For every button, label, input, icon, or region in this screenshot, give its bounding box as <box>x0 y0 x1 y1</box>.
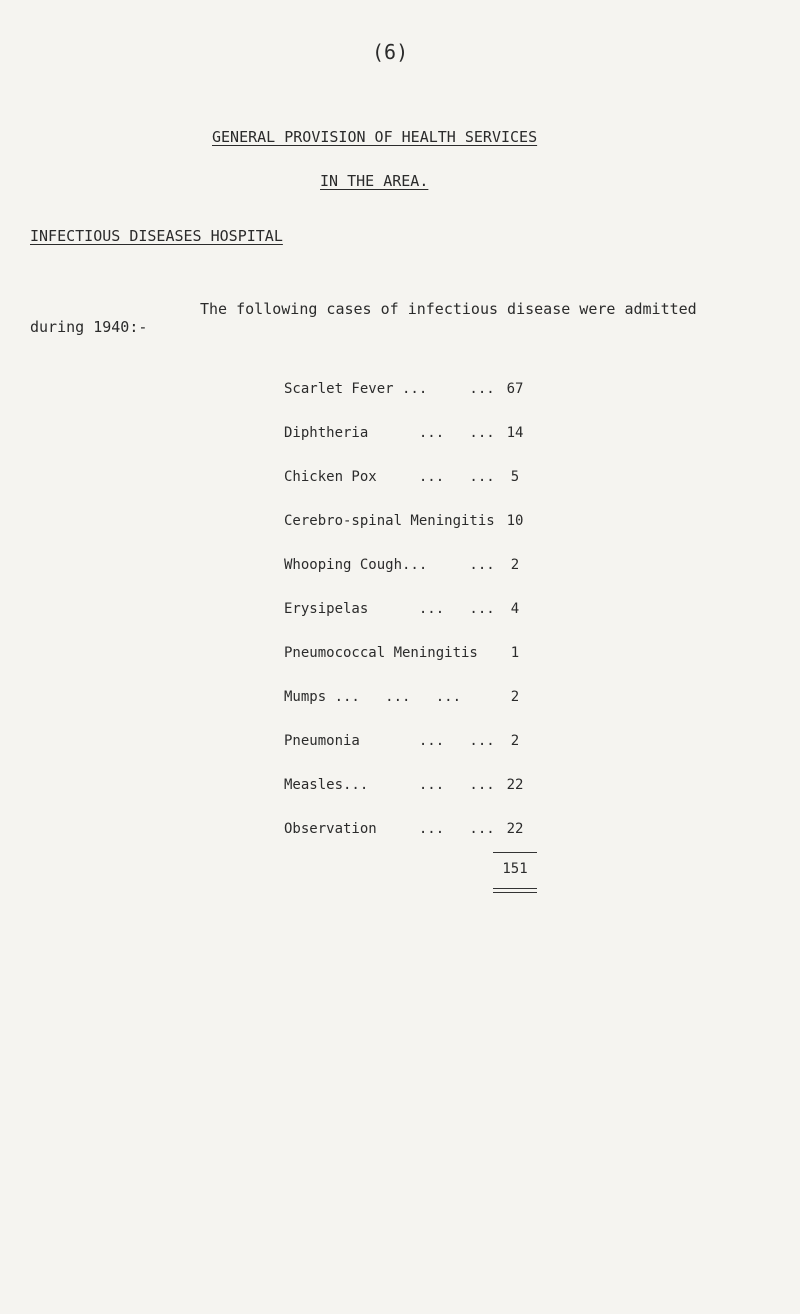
case-count: 22 <box>506 777 524 793</box>
case-label: Pneumococcal Meningitis <box>284 645 478 661</box>
case-count: 5 <box>510 469 520 485</box>
total-double-rule-bottom <box>493 892 537 893</box>
case-label: Observation ... ... <box>284 821 495 837</box>
intro-line-2: during 1940:- <box>30 318 148 336</box>
case-label: Chicken Pox ... ... <box>284 469 495 485</box>
case-label: Whooping Cough... ... <box>284 557 495 573</box>
case-count: 67 <box>506 381 524 397</box>
total-double-rule-top <box>493 888 537 889</box>
case-label: Diphtheria ... ... <box>284 425 495 441</box>
case-count: 10 <box>506 513 524 529</box>
case-count: 4 <box>510 601 520 617</box>
case-label: Erysipelas ... ... <box>284 601 495 617</box>
total-count: 151 <box>502 861 528 877</box>
case-label: Cerebro-spinal Meningitis <box>284 513 495 529</box>
case-count: 22 <box>506 821 524 837</box>
total-rule <box>493 852 537 853</box>
case-count: 2 <box>510 557 520 573</box>
case-count: 14 <box>506 425 524 441</box>
case-count: 1 <box>510 645 520 661</box>
case-label: Mumps ... ... ... <box>284 689 462 705</box>
case-label: Pneumonia ... ... <box>284 733 495 749</box>
case-count: 2 <box>510 689 520 705</box>
main-heading: GENERAL PROVISION OF HEALTH SERVICES <box>212 128 538 146</box>
intro-line-1: The following cases of infectious disease were admitted <box>200 300 697 318</box>
main-heading-continued: IN THE AREA. <box>320 172 429 190</box>
page-number: (6) <box>372 40 409 64</box>
section-heading: INFECTIOUS DISEASES HOSPITAL <box>30 227 283 245</box>
case-count: 2 <box>510 733 520 749</box>
case-label: Scarlet Fever ... ... <box>284 381 495 397</box>
case-label: Measles... ... ... <box>284 777 495 793</box>
